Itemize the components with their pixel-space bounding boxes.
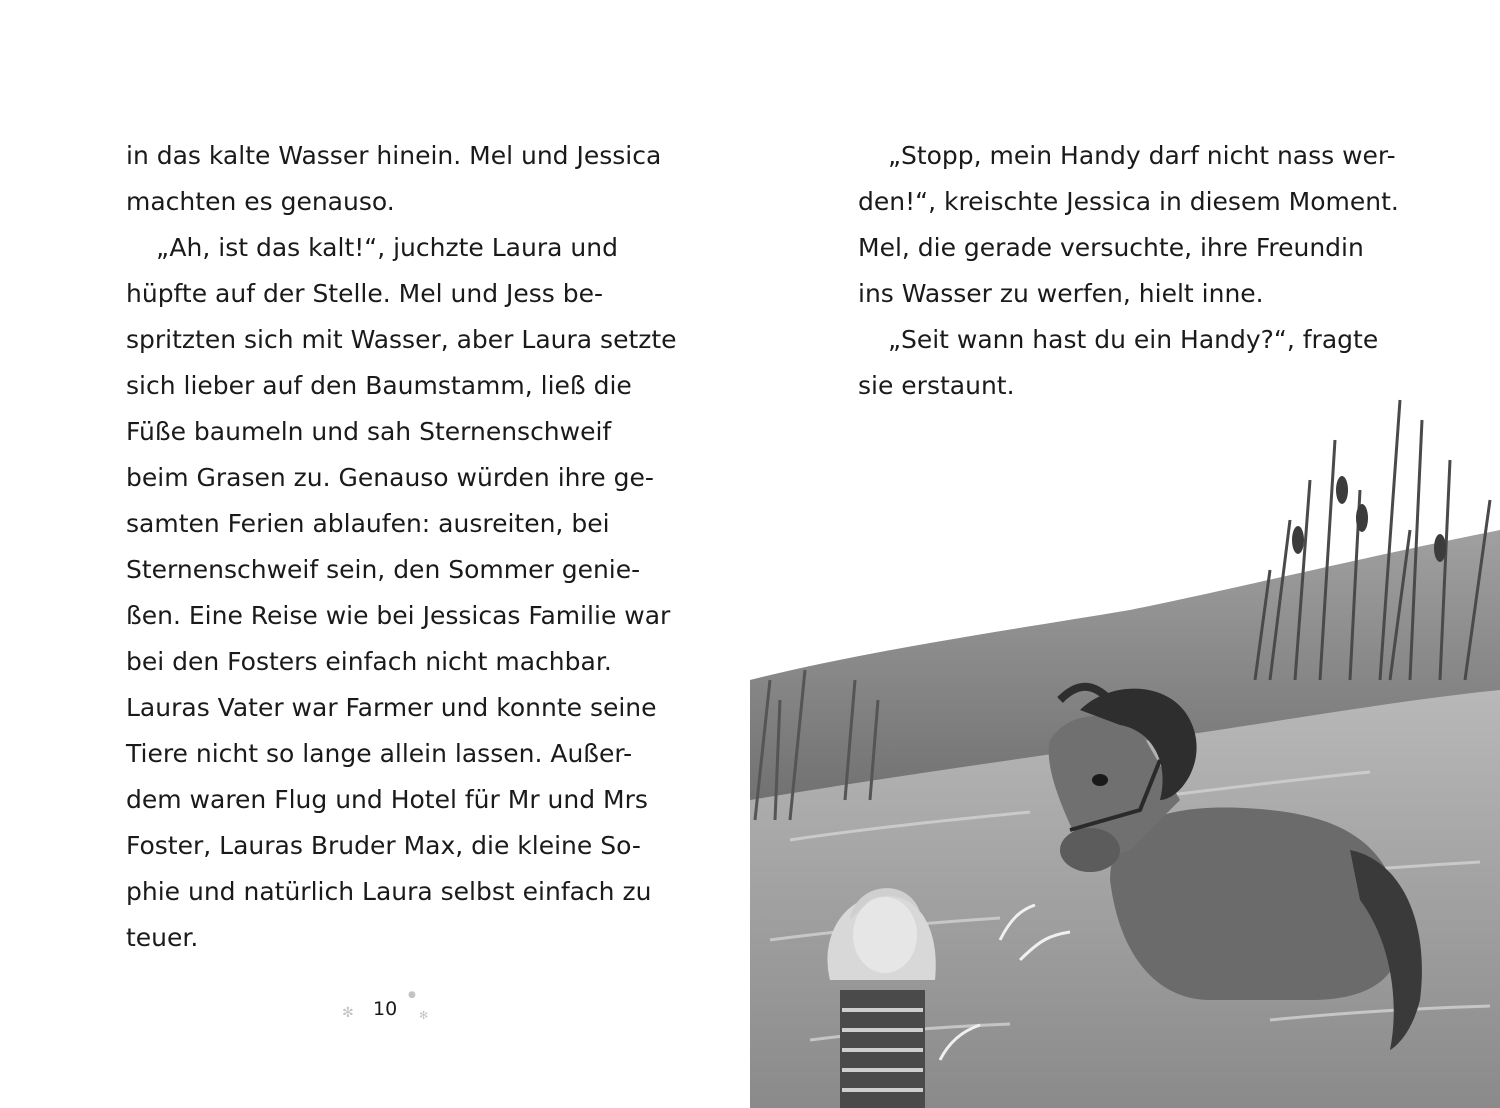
text-line: bei den Fosters einfach nicht machbar. (126, 647, 612, 676)
text-line: Mel, die gerade versuchte, ihre Freundin (858, 233, 1364, 262)
text-line: teuer. (126, 923, 199, 952)
pond-illustration-svg (750, 380, 1500, 1108)
page-number: 10 (373, 998, 398, 1020)
pond-illustration (750, 380, 1500, 1108)
text-line: spritzten sich mit Wasser, aber Laura setzte (126, 325, 677, 354)
text-line: Füße baumeln und sah Sternenschweif (126, 417, 612, 446)
text-line: phie und natürlich Laura selbst einfach zu (126, 877, 652, 906)
text-line: ins Wasser zu werfen, hielt inne. (858, 279, 1264, 308)
text-line: ßen. Eine Reise wie bei Jessicas Familie war (126, 601, 671, 630)
text-line: sie erstaunt. (858, 371, 1015, 400)
text-line: machten es genauso. (126, 187, 395, 216)
text-line: beim Grasen zu. Genauso würden ihre ge- (126, 463, 654, 492)
text-line: sich lieber auf den Baumstamm, ließ die (126, 371, 632, 400)
left-page-text (126, 133, 677, 961)
text-line: Sternenschweif sein, den Sommer genie- (126, 555, 641, 584)
text-line: dem waren Flug und Hotel für Mr und Mrs (126, 785, 648, 814)
text-line: in das kalte Wasser hinein. Mel und Jessica (126, 141, 662, 170)
text-line: samten Ferien ablaufen: ausreiten, bei (126, 509, 610, 538)
text-line: „Stopp, mein Handy darf nicht nass wer- (888, 141, 1396, 170)
text-line: „Seit wann hast du ein Handy?“, fragte (888, 325, 1379, 354)
sparkle-icon: ✻ (419, 1009, 429, 1022)
sparkle-icon: ● (408, 990, 416, 1000)
text-line: „Ah, ist das kalt!“, juchzte Laura und (156, 233, 618, 262)
right-page (750, 0, 1500, 1108)
text-line: den!“, kreischte Jessica in diesem Moment. (858, 187, 1399, 216)
right-page-text (858, 133, 1418, 409)
text-line: Lauras Vater war Farmer und konnte seine (126, 693, 657, 722)
girl (827, 888, 935, 1108)
sparkle-icon: ✻ (342, 1005, 354, 1021)
text-line: Foster, Lauras Bruder Max, die kleine So- (126, 831, 641, 860)
text-line: Tiere nicht so lange allein lassen. Außer- (126, 739, 633, 768)
text-line: hüpfte auf der Stelle. Mel und Jess be- (126, 279, 604, 308)
